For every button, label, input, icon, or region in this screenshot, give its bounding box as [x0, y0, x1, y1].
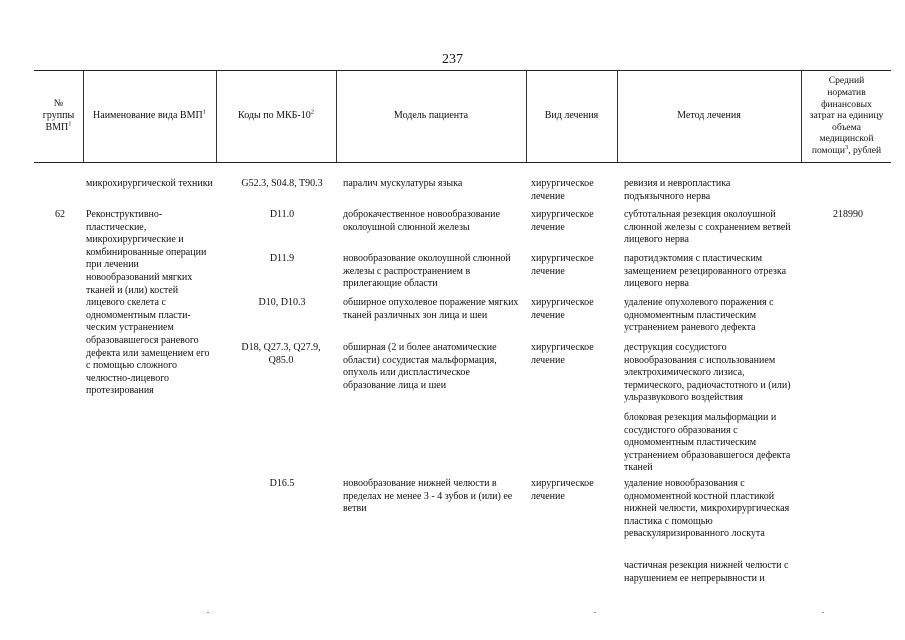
patient-model-cell: новообразование нижней челюсти в пределах не менее 3 - 4 зубов и (или) ее ветви — [343, 478, 513, 515]
treatment-type-cell: хирургическое лечение — [531, 253, 594, 277]
icd-code-cell: D16.5 — [269, 478, 295, 489]
page-number: 237 — [442, 52, 463, 67]
patient-model-cell: обширное опухолевое поражение мягких тканей различных зон лица и шеи — [343, 297, 519, 321]
treatment-method-cell: субтотальная резекция околоушной слюнной железы с сохранением ветвей лицевого нерва — [624, 209, 791, 246]
icd-code-cell: D18, Q27.3, Q27.9, Q85.0 — [241, 342, 321, 366]
header-vmp-name: Наименование вида ВМП$^1$ — [93, 108, 206, 121]
treatment-method-cell: удаление новообразования с одномоментной костной пластикой нижней челюсти, микрохирургическая пластика с помощью реваскуляризированного лоскута — [624, 478, 790, 540]
icd-code-cell: D11.0 — [269, 209, 295, 220]
average-cost-cell: 218990 — [833, 209, 863, 220]
treatment-method-cell: деструкция сосудистого новообразования с использованием электрохимического лизиса, термического, радиочастотного и (или) ульразвукового воздействия — [624, 342, 791, 404]
group-number-cell: 62 — [55, 209, 65, 220]
treatment-method-cell: блоковая резекция мальформации и сосудистого образования с одномоментным пластическим устранением образовавшегося дефекта тканей — [624, 412, 791, 474]
icd-code-cell: D11.9 — [269, 253, 295, 264]
patient-model-cell: новообразование околоушной слюнной железы с распространением в прилегающие области — [343, 253, 511, 290]
treatment-type-cell: хирургическое лечение — [531, 342, 594, 366]
header-treatment-type: Вид лечения — [544, 110, 599, 121]
treatment-method-cell: ревизия и невропластика подъязычного нерва — [624, 178, 731, 202]
header-treatment-method: Метод лечения — [677, 110, 741, 121]
patient-model-cell: паралич мускулатуры языка — [343, 178, 463, 189]
treatment-type-cell: хирургическое лечение — [531, 178, 594, 202]
treatment-type-cell: хирургическое лечение — [531, 209, 594, 233]
treatment-type-cell: хирургическое лечение — [531, 478, 594, 502]
treatment-method-cell: удаление опухолевого поражения с одномоментным пластическим устранением раневого дефекта — [624, 297, 774, 334]
header-icd-codes: Коды по МКБ-$10^2$ — [238, 108, 314, 121]
treatment-method-cell: частичная резекция нижней челюсти с нарушением ее непрерывности и — [624, 560, 789, 584]
continued-vmp-name: микрохирургической техники — [86, 178, 213, 189]
header-patient-model: Модель пациента — [393, 110, 469, 121]
scan-speck — [822, 612, 824, 613]
scan-speck — [594, 612, 596, 613]
header-top-rule — [34, 70, 891, 71]
vmp-name-cell: Реконструктивно-пластические, микрохирургические и комбинированные операции при лечении новообразований мягких тканей и (или) костей лицевого скелета с одномоментным пласти-ческим устранением образовавшегося раневого дефекта или замещением его с помощью сложного челюстно-лицевого протезирования — [86, 209, 210, 397]
patient-model-cell: доброкачественное новообразование околоушной слюнной железы — [343, 209, 500, 233]
treatment-type-cell: хирургическое лечение — [531, 297, 594, 321]
scan-speck — [207, 612, 209, 613]
patient-model-cell: обширная (2 и более анатомические области) сосудистая мальформация, опухоль или диспластическое образование лица и шеи — [343, 342, 497, 391]
header-average-cost: Средний норматив финансовых затрат на единицу объема медицинской помощи$^3$, рублей — [809, 75, 884, 156]
icd-code-cell: G52.3, S04.8, T90.3 — [241, 178, 323, 189]
treatment-method-cell: паротидэктомия с пластическим замещением резецированного отрезка лицевого нерва — [624, 253, 787, 290]
icd-code-cell: D10, D10.3 — [258, 297, 306, 308]
header-group-number: № группы ВМП$^1$ — [42, 98, 75, 133]
header-bottom-rule — [34, 162, 891, 163]
